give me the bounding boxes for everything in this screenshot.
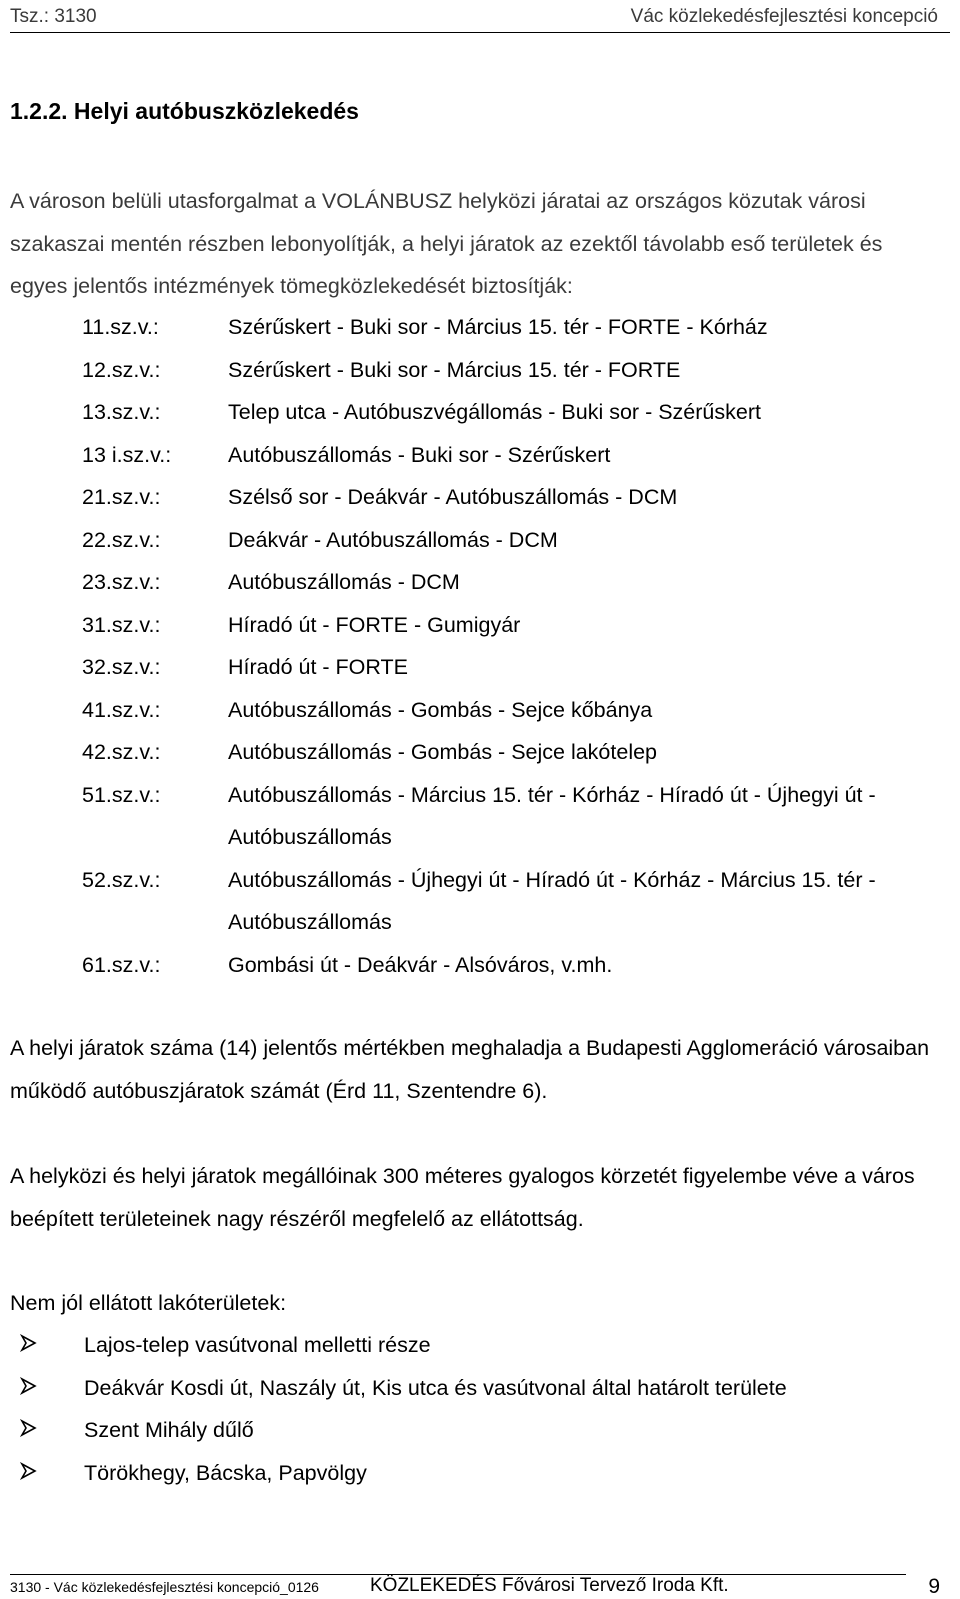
route-description: Híradó út - FORTE xyxy=(228,655,409,679)
route-description: Autóbuszállomás - Március 15. tér - Kórház - Híradó út - Újhegyi út - Autóbuszállomás xyxy=(228,782,876,849)
route-item xyxy=(82,774,948,859)
route-description: Autóbuszállomás - Gombás - Sejce lakótelep xyxy=(228,740,658,764)
list-item xyxy=(20,1452,787,1495)
route-item xyxy=(82,689,948,732)
route-item xyxy=(82,306,948,349)
list-item-text: Szent Mihály dűlő xyxy=(84,1418,254,1442)
arrow-bullet-icon xyxy=(20,1367,84,1410)
route-item xyxy=(82,944,948,987)
route-description: Gombási út - Deákvár - Alsóváros, v.mh. xyxy=(228,952,613,977)
route-description: Autóbuszállomás - Újhegyi út - Híradó út - Kórház - Március 15. tér - Autóbuszállomás xyxy=(228,867,876,934)
header-doc-number: Tsz.: 3130 xyxy=(10,6,97,27)
route-description: Telep utca - Autóbuszvégállomás - Buki sor - Szérűskert xyxy=(228,400,761,424)
arrow-bullet-icon xyxy=(20,1409,84,1452)
page-header xyxy=(10,2,950,33)
footer-file-name: 3130 - Vác közlekedésfejlesztési koncepció_0126 xyxy=(10,1579,319,1595)
route-item xyxy=(82,349,948,392)
list-item xyxy=(20,1367,787,1410)
route-number: 61.sz.v.: xyxy=(82,952,161,977)
list-item-text: Lajos-telep vasútvonal melletti része xyxy=(84,1333,431,1357)
route-description: Szérűskert - Buki sor - Március 15. tér - FORTE xyxy=(228,357,681,382)
route-item xyxy=(82,391,948,434)
route-number: 51.sz.v.: xyxy=(82,782,161,807)
route-number: 22.sz.v.: xyxy=(82,527,161,552)
intro-paragraph: A városon belüli utasforgalmat a VOLÁNBUSZ helyközi járatai az országos közutak városi szakaszai mentén részben lebonyolítják, a helyi járatok az ezektől távolabb eső területek és egyes jelentős intézmények tömegközlekedését biztosítják: xyxy=(10,189,883,298)
route-number: 32.sz.v.: xyxy=(82,655,161,679)
paragraph-poorly-served: Nem jól ellátott lakóterületek: xyxy=(10,1291,287,1315)
page-footer xyxy=(10,1575,940,1599)
route-item xyxy=(82,731,948,774)
route-number: 11.sz.v.: xyxy=(82,315,159,339)
list-item xyxy=(20,1409,787,1452)
page-number: 9 xyxy=(928,1575,940,1598)
route-number: 12.sz.v.: xyxy=(82,357,161,382)
header-doc-title: Vác közlekedésfejlesztési koncepció xyxy=(630,6,938,27)
list-item-text: Törökhegy, Bácska, Papvölgy xyxy=(84,1460,367,1485)
route-number: 23.sz.v.: xyxy=(82,570,161,594)
route-number: 13 i.sz.v.: xyxy=(82,442,172,467)
route-item xyxy=(82,476,948,519)
list-item xyxy=(20,1324,787,1367)
arrow-bullet-icon xyxy=(20,1452,84,1495)
route-item xyxy=(82,434,948,477)
route-number: 13.sz.v.: xyxy=(82,400,161,424)
route-list xyxy=(82,306,948,986)
section-heading: 1.2.2. Helyi autóbuszközlekedés xyxy=(10,98,359,124)
route-number: 42.sz.v.: xyxy=(82,740,161,764)
list-item-text: Deákvár Kosdi út, Naszály út, Kis utca és vasútvonal által határolt területe xyxy=(84,1375,787,1400)
route-description: Autóbuszállomás - Gombás - Sejce kőbánya xyxy=(228,697,653,722)
route-item xyxy=(82,646,948,689)
route-description: Autóbuszállomás - Buki sor - Szérűskert xyxy=(228,442,611,467)
paragraph-coverage: A helyközi és helyi járatok megállóinak 300 méteres gyalogos körzetét figyelembe véve a város beépített területeinek nagy részéről megfelelő az ellátottság. xyxy=(10,1164,915,1231)
poorly-served-area-list xyxy=(20,1324,787,1494)
route-description: Szérűskert - Buki sor - Március 15. tér - FORTE - Kórház xyxy=(228,315,768,339)
route-item xyxy=(82,519,948,562)
paragraph-route-count: A helyi járatok száma (14) jelentős mértékben meghaladja a Budapesti Agglomeráció városaiban működő autóbuszjáratok számát (Érd 11, Szentendre 6). xyxy=(10,1036,930,1103)
route-item xyxy=(82,604,948,647)
route-description: Híradó út - FORTE - Gumigyár xyxy=(228,612,521,637)
route-description: Deákvár - Autóbuszállomás - DCM xyxy=(228,527,558,552)
route-number: 31.sz.v.: xyxy=(82,612,161,637)
route-number: 41.sz.v.: xyxy=(82,697,161,722)
route-number: 21.sz.v.: xyxy=(82,485,161,509)
arrow-bullet-icon xyxy=(20,1324,84,1367)
route-description: Autóbuszállomás - DCM xyxy=(228,570,460,594)
route-item xyxy=(82,561,948,604)
route-item xyxy=(82,859,948,944)
route-description: Szélső sor - Deákvár - Autóbuszállomás - DCM xyxy=(228,485,678,509)
route-number: 52.sz.v.: xyxy=(82,867,161,892)
footer-company: KÖZLEKEDÉS Fővárosi Tervező Iroda Kft. xyxy=(370,1575,729,1596)
